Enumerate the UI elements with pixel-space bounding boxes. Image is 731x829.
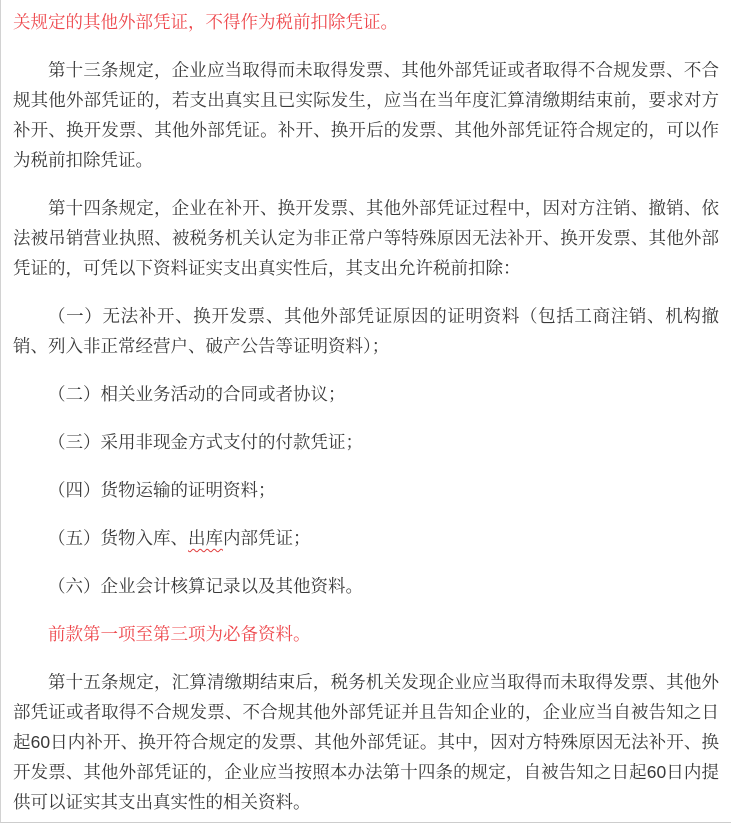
red-highlight-continuation-line: 关规定的其他外部凭证，不得作为税前扣除凭证。 — [13, 12, 398, 32]
article-15-paragraph: 第十五条规定，汇算清缴期结束后，税务机关发现企业应当取得而未取得发票、其他外部凭证或者取得不合规发票、不合规其他外部凭证并且告知企业的，企业应当自被告知之日起60日内补开、换开符合规定的发票、其他外部凭证。其中，因对方特殊原因无法补开、换开发票、其他外部凭证的，企业应当按照本办法第十四条的规定，自被告知之日起60日内提供可以证实其支出真实性的相关资料。 — [13, 672, 719, 812]
list-item-4: （四）货物运输的证明资料； — [48, 480, 276, 500]
article-13-paragraph: 第十三条规定，企业应当取得而未取得发票、其他外部凭证或者取得不合规发票、不合规其他外部凭证的，若支出真实且已实际发生，应当在当年度汇算清缴期结束前，要求对方补开、换开发票、其他外部凭证。补开、换开后的发票、其他外部凭证符合规定的，可以作为税前扣除凭证。 — [13, 60, 719, 170]
list-item-6: （六）企业会计核算记录以及其他资料。 — [48, 576, 363, 596]
article-14-paragraph: 第十四条规定，企业在补开、换开发票、其他外部凭证过程中，因对方注销、撤销、依法被吊销营业执照、被税务机关认定为非正常户等特殊原因无法补开、换开发票、其他外部凭证的，可凭以下资料证实支出真实性后，其支出允许税前扣除： — [13, 198, 719, 278]
list-item-1: （一）无法补开、换开发票、其他外部凭证原因的证明资料（包括工商注销、机构撤销、列入非正常经营户、破产公告等证明资料）； — [13, 306, 719, 356]
list-item-3: （三）采用非现金方式支付的付款凭证； — [48, 432, 363, 452]
list-item-5 — [13, 523, 719, 553]
spellcheck-underlined-word: 出库 — [188, 528, 223, 548]
list-item-2: （二）相关业务活动的合同或者协议； — [48, 384, 346, 404]
list-item-5-text-post: 内部凭证； — [223, 528, 311, 548]
red-required-materials-note: 前款第一项至第三项为必备资料。 — [48, 624, 311, 644]
list-item-5-text-pre: （五）货物入库、 — [48, 528, 188, 548]
